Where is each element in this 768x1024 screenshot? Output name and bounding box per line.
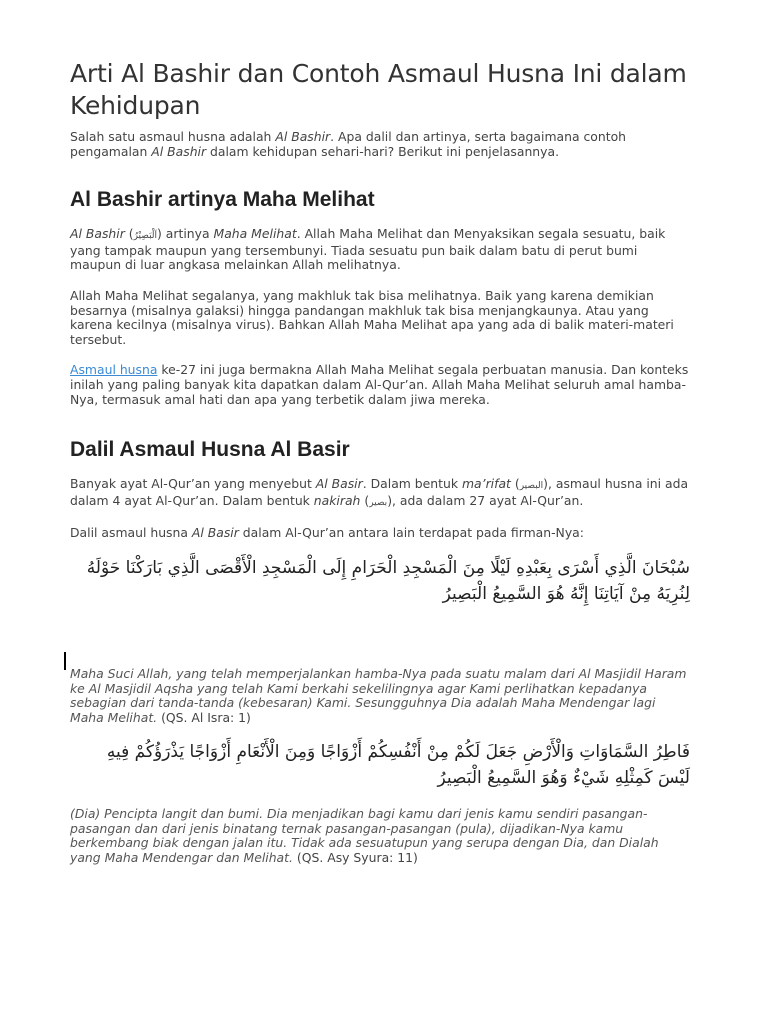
intro-term-2: Al Bashir	[151, 143, 207, 159]
intro-text-3: dalam kehidupan sehari-hari? Berikut ini penjelasannya.	[206, 143, 560, 159]
dalil-text-1: Banyak ayat Al-Qur’an yang menyebut	[70, 476, 316, 492]
intro-paragraph	[70, 130, 690, 159]
section-heading-dalil: Dalil Asmaul Husna Al Basir	[70, 438, 350, 462]
term-al-basir-2: Al Basir	[191, 525, 239, 541]
dalil-text-6: ), ada dalam 27 ayat Al-Qur’an.	[387, 492, 584, 508]
dalil-text-3: (	[510, 476, 520, 492]
translation-text-1: Maha Suci Allah, yang telah memperjalankan hamba-Nya pada suatu malam dari Al Masjidil Haram ke Al Masjidil Aqsha yang telah Kami berkahi sekelilingnya agar Kami perlihatkan kepadanya sebagian dari tanda-tanda (kebesaran) Kami. Sesungguhnya Dia adalah Maha Mendengar lagi Maha Melihat.	[70, 665, 687, 725]
dalil-text-4: ), asmaul husna ini ada dalam 4 ayat Al-Qur’an. Dalam bentuk	[70, 476, 689, 508]
dalil-text-2: . Dalam bentuk	[362, 476, 462, 492]
verse-asy-syura-translation	[70, 807, 690, 865]
term-al-basir: Al Basir	[315, 476, 363, 492]
arabic-term: اَلْبَصِيْرُ	[133, 231, 158, 242]
verse-al-isra-arabic: سُبْحَانَ الَّذِي أَسْرَى بِعَبْدِهِ لَيْلًا مِنَ الْمَسْجِدِ الْحَرَامِ إِلَى الْمَسْجِدِ الْأَقْصَى الَّذِي بَارَكْنَا حَوْلَهُ لِنُرِيَهُ مِنْ آيَاتِنَا إِنَّهُ هُوَ السَّمِيعُ الْبَصِيرُ	[86, 557, 690, 604]
translation-text-2: (Dia) Pencipta langit dan bumi. Dia menjadikan bagi kamu dari jenis kamu sendiri pasangan-pasangan dan dari jenis binatang ternak pasangan-pasangan (pula), dijadikan-Nya kamu berkembang biak dengan jalan itu. Tidak ada sesuatupun yang serupa dengan Dia, dan Dialah yang Maha Mendengar dan Melihat.	[70, 806, 659, 866]
arabic-marifat: البصير	[519, 481, 544, 492]
article	[70, 58, 690, 866]
article-title: Arti Al Bashir dan Contoh Asmaul Husna Ini dalam Kehidupan	[70, 59, 687, 120]
dalil-text-5: (	[360, 492, 370, 508]
text-cursor	[64, 652, 66, 670]
intro-text-1: Salah satu asmaul husna adalah	[70, 129, 276, 144]
term-nakirah: nakirah	[313, 492, 361, 508]
meaning-paragraph-2: Allah Maha Melihat segalanya, yang makhluk tak bisa melihatnya. Baik yang karena demikian besarnya (misalnya galaksi) hingga pandangan makhluk tak bisa menjangkaunya. Atau yang karena kecilnya (misalnya virus). Bahkan Allah Maha Melihat apa yang ada di balik materi-materi tersebut.	[70, 287, 674, 347]
verse-reference-1: (QS. Al Isra: 1)	[157, 709, 251, 725]
intro-text-2: . Apa dalil dan artinya, serta bagaimana contoh pengamalan	[70, 129, 627, 159]
dalil-intro-text-2: dalam Al-Qur’an antara lain terdapat pada firman-Nya:	[238, 525, 584, 541]
arabic-nakirah: بصير	[369, 497, 388, 508]
dalil-paragraph-1	[70, 477, 690, 510]
term-marifat: ma’rifat	[461, 476, 511, 492]
meaning-paragraph-3	[70, 363, 690, 407]
meaning-text-1: ) artinya	[157, 226, 214, 242]
meaning-paragraph-1	[70, 227, 690, 273]
paren-open: (	[124, 226, 134, 242]
meaning-text-2: . Allah Maha Melihat dan Menyaksikan segala sesuatu, baik yang tampak maupun yang tersembunyi. Tiada sesuatu pun baik dalam batu di perut bumi maupun di luar angkasa melainkan Allah melihatnya.	[70, 226, 666, 273]
verse-asy-syura-arabic: فَاطِرُ السَّمَاوَاتِ وَالْأَرْضِ جَعَلَ لَكُمْ مِنْ أَنْفُسِكُمْ أَزْوَاجًا وَمِنَ الْأَنْعَامِ أَزْوَاجًا يَذْرَؤُكُمْ فِيهِ لَيْسَ كَمِثْلِهِ شَيْءٌ وَهُوَ السَّمِيعُ الْبَصِيرُ	[106, 742, 690, 789]
dalil-intro-text: Dalil asmaul husna	[70, 525, 192, 541]
term-al-bashir: Al Bashir	[70, 226, 125, 242]
verse-reference-2: (QS. Asy Syura: 11)	[292, 850, 418, 866]
meaning-text-3: ke-27 ini juga bermakna Allah Maha Melihat segala perbuatan manusia. Dan konteks inilah yang paling banyak kita dapatkan dalam Al-Qur’an. Allah Maha Melihat seluruh amal hamba-Nya, termasuk amal hati dan apa yang terbetik dalam jiwa mereka.	[70, 362, 689, 407]
intro-term-1: Al Bashir	[275, 129, 331, 144]
asmaul-husna-link[interactable]: Asmaul husna	[70, 362, 158, 378]
term-maha-melihat: Maha Melihat	[213, 226, 297, 242]
verse-al-isra-translation	[70, 667, 690, 725]
section-heading-meaning: Al Bashir artinya Maha Melihat	[70, 188, 375, 212]
dalil-paragraph-2	[70, 526, 690, 541]
